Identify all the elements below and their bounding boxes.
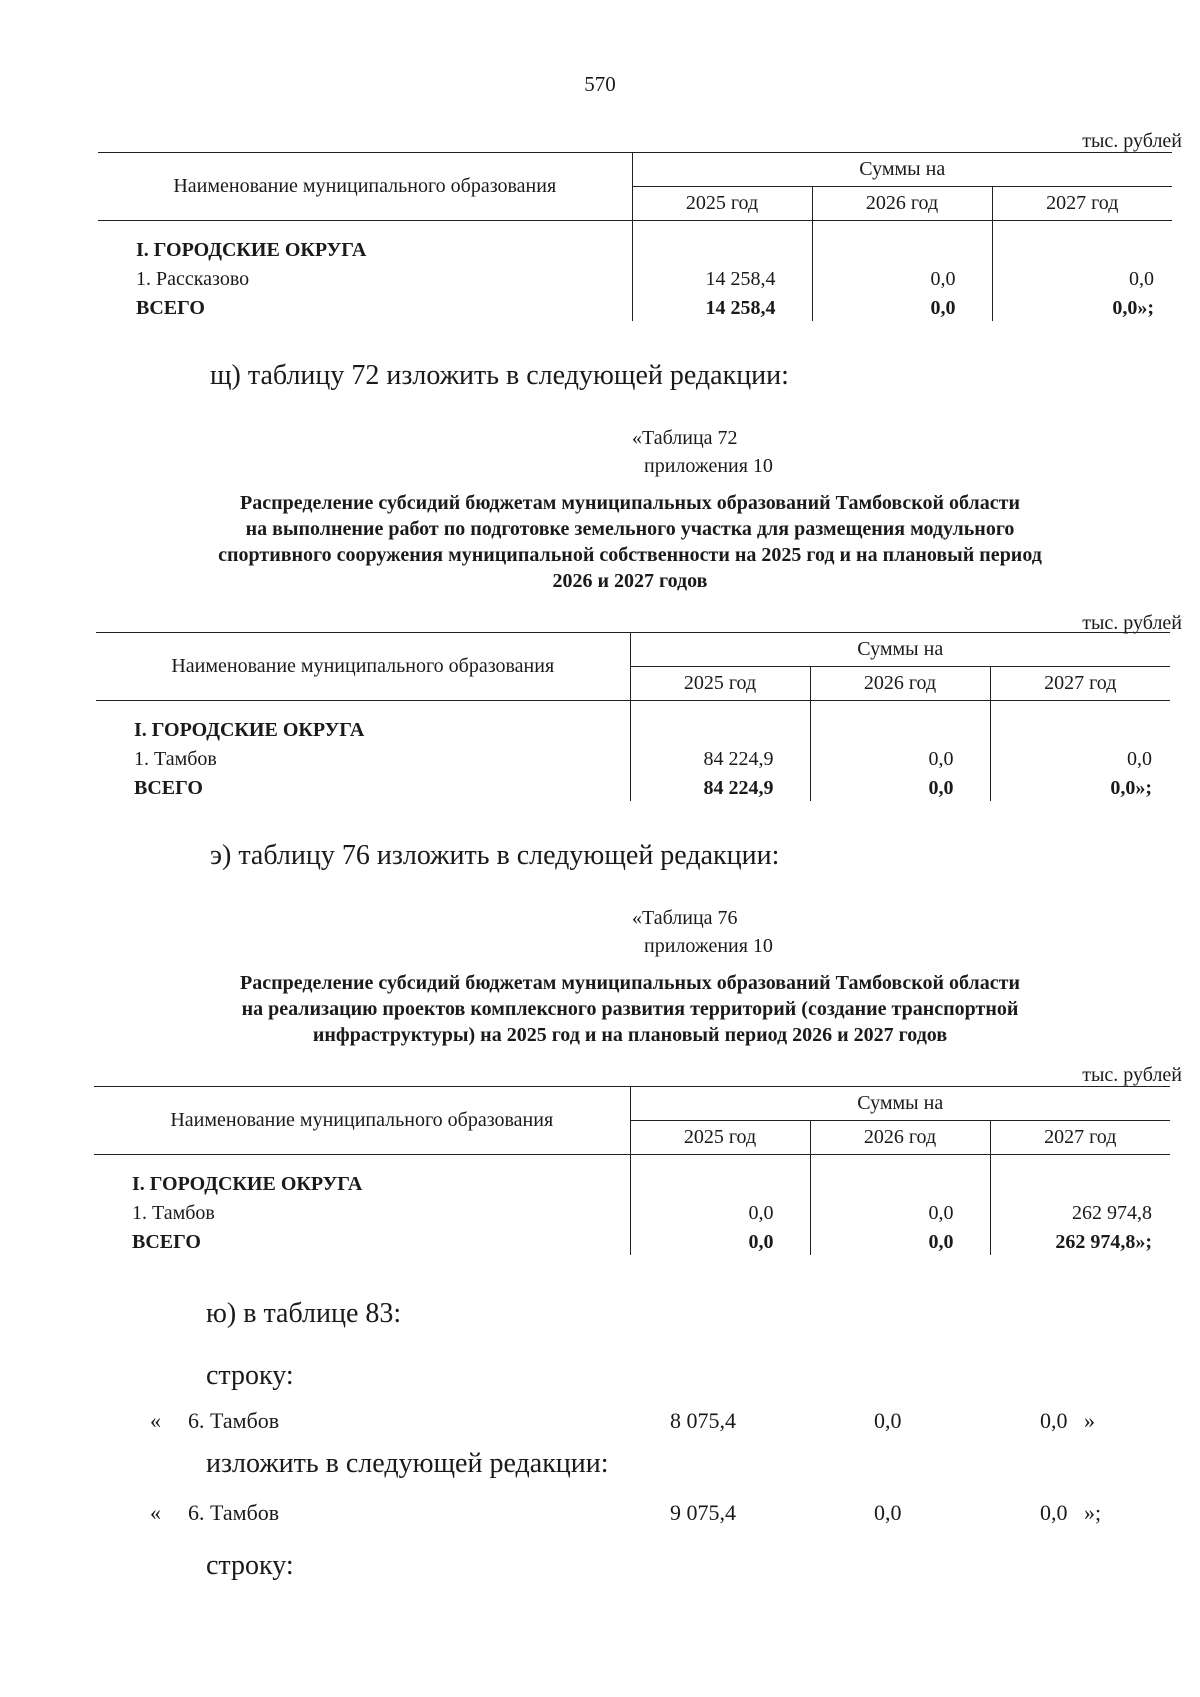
group-label: I. ГОРОДСКИЕ ОКРУГА — [136, 239, 367, 261]
total-2026: 0,0 — [810, 772, 990, 801]
budget-table-76 — [94, 1086, 1170, 1255]
heading-line: Распределение субсидий бюджетам муниципальных образований Тамбовской области — [240, 972, 1020, 994]
row-old-2025: 8 075,4 — [670, 1408, 736, 1433]
header-name: Наименование муниципального образования — [96, 633, 630, 701]
row-old — [0, 1408, 1200, 1438]
row-old-name: 6. Тамбов — [188, 1408, 280, 1433]
total-2026: 0,0 — [812, 292, 992, 321]
row-2027: 0,0 — [992, 263, 1172, 292]
total-2027: 0,0»; — [990, 772, 1170, 801]
instruction-76: э) таблицу 76 изложить в следующей редакции: — [210, 840, 780, 871]
table-ref-76-line2: приложения 10 — [644, 935, 773, 957]
header-year-2027: 2027 год — [990, 667, 1170, 701]
total-2027: 0,0»; — [992, 292, 1172, 321]
total-name: ВСЕГО — [136, 297, 205, 319]
row-name: 1. Рассказово — [136, 268, 250, 290]
heading-line: инфраструктуры) на 2025 год и на плановый период 2026 и 2027 годов — [312, 1024, 948, 1046]
total-2025: 84 224,9 — [630, 772, 810, 801]
quote-close: » — [1084, 1408, 1095, 1433]
header-year-2026: 2026 год — [810, 667, 990, 701]
header-year-2025: 2025 год — [630, 667, 810, 701]
table-ref-76 — [632, 904, 773, 960]
table-row — [98, 263, 1172, 292]
total-row — [94, 1226, 1170, 1255]
heading-line: Распределение субсидий бюджетам муниципальных образований Тамбовской области — [240, 492, 1020, 514]
header-year-2025: 2025 год — [632, 187, 812, 221]
table-ref-72-line2: приложения 10 — [644, 455, 773, 477]
header-name: Наименование муниципального образования — [98, 153, 632, 221]
table-row — [94, 1197, 1170, 1226]
total-row — [98, 292, 1172, 321]
page-number: 570 — [584, 72, 616, 96]
row-new-2027: 0,0 — [1040, 1500, 1068, 1525]
total-row — [96, 772, 1170, 801]
quote-close: »; — [1084, 1500, 1102, 1525]
row-new-name: 6. Тамбов — [188, 1500, 280, 1525]
row-new-2025: 9 075,4 — [670, 1500, 736, 1525]
total-2025: 14 258,4 — [632, 292, 812, 321]
total-name: ВСЕГО — [132, 1231, 201, 1253]
header-year-2025: 2025 год — [630, 1121, 810, 1155]
total-name: ВСЕГО — [134, 777, 203, 799]
header-year-2026: 2026 год — [810, 1121, 990, 1155]
row-old-2026: 0,0 — [874, 1408, 902, 1433]
quote-open: « — [150, 1500, 161, 1525]
unit-label: тыс. рублей — [1082, 612, 1182, 634]
budget-table-previous — [98, 152, 1172, 321]
header-year-2027: 2027 год — [990, 1121, 1170, 1155]
row-2027: 0,0 — [990, 743, 1170, 772]
row-word: строку: — [206, 1550, 294, 1581]
row-name: 1. Тамбов — [132, 1202, 215, 1224]
unit-label: тыс. рублей — [1082, 130, 1182, 152]
heading-line: на выполнение работ по подготовке земельного участка для размещения модульного — [245, 518, 1015, 540]
header-sums: Суммы на — [630, 1087, 1170, 1121]
header-sums: Суммы на — [630, 633, 1170, 667]
instruction-83: ю) в таблице 83: — [206, 1298, 402, 1329]
heading-line: на реализацию проектов комплексного развития территорий (создание транспортной — [241, 998, 1019, 1020]
row-2025: 14 258,4 — [632, 263, 812, 292]
unit-label: тыс. рублей — [1082, 1064, 1182, 1086]
group-label: I. ГОРОДСКИЕ ОКРУГА — [134, 719, 365, 741]
row-2026: 0,0 — [810, 1197, 990, 1226]
quote-open: « — [150, 1408, 161, 1433]
row-old-2027: 0,0 — [1040, 1408, 1068, 1433]
header-year-2027: 2027 год — [992, 187, 1172, 221]
table-heading-72 — [90, 490, 1170, 594]
row-2026: 0,0 — [810, 743, 990, 772]
row-2025: 84 224,9 — [630, 743, 810, 772]
table-heading-76 — [90, 970, 1170, 1048]
heading-line: спортивного сооружения муниципальной собственности на 2025 год и на плановый период — [218, 544, 1042, 566]
group-label: I. ГОРОДСКИЕ ОКРУГА — [132, 1173, 363, 1195]
replace-text: изложить в следующей редакции: — [206, 1448, 609, 1479]
heading-line: 2026 и 2027 годов — [552, 570, 708, 592]
total-2026: 0,0 — [810, 1226, 990, 1255]
row-2026: 0,0 — [812, 263, 992, 292]
row-new-2026: 0,0 — [874, 1500, 902, 1525]
budget-table-72 — [96, 632, 1170, 801]
table-row — [96, 743, 1170, 772]
row-2027: 262 974,8 — [990, 1197, 1170, 1226]
header-name: Наименование муниципального образования — [94, 1087, 630, 1155]
row-word: строку: — [206, 1360, 294, 1391]
table-ref-72 — [632, 424, 773, 480]
total-2027: 262 974,8»; — [990, 1226, 1170, 1255]
total-2025: 0,0 — [630, 1226, 810, 1255]
row-2025: 0,0 — [630, 1197, 810, 1226]
table-ref-76-line1: «Таблица 76 — [632, 907, 738, 929]
header-year-2026: 2026 год — [812, 187, 992, 221]
row-name: 1. Тамбов — [134, 748, 217, 770]
instruction-72: щ) таблицу 72 изложить в следующей редакции: — [210, 360, 789, 391]
table-ref-72-line1: «Таблица 72 — [632, 427, 738, 449]
header-sums: Суммы на — [632, 153, 1172, 187]
row-new — [0, 1500, 1200, 1530]
